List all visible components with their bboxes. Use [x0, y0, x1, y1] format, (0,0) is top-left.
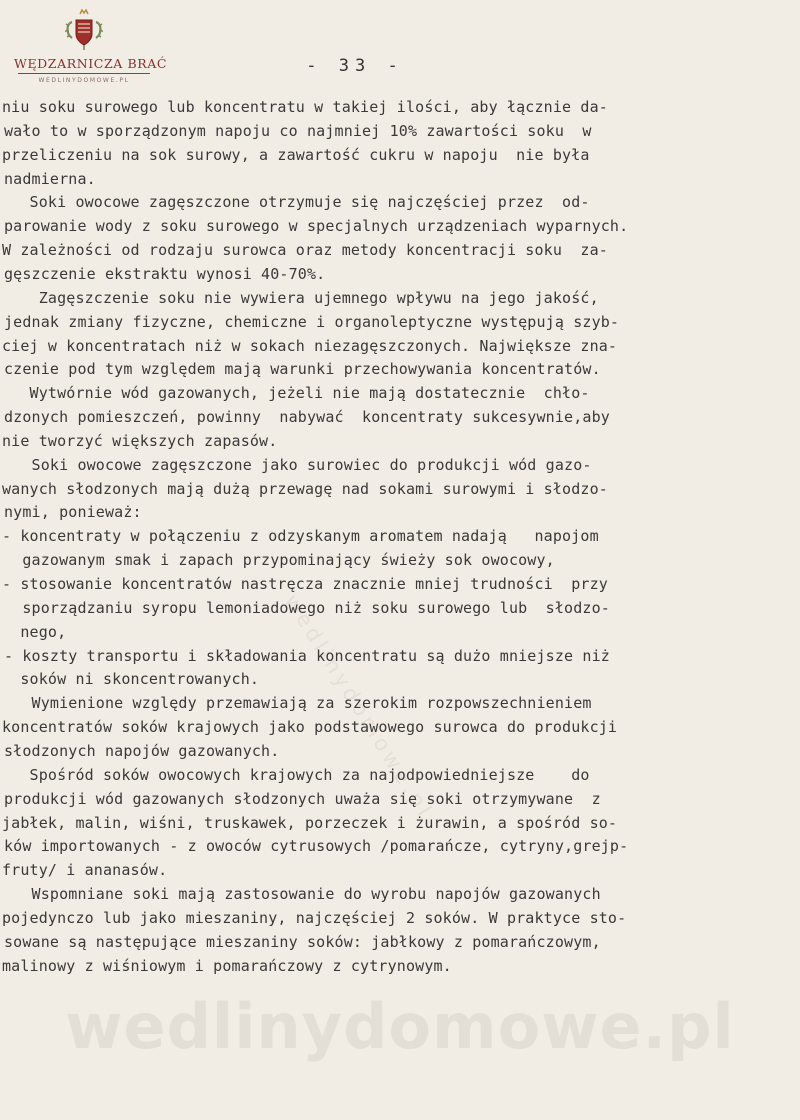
text-line: pojedynczo lub jako mieszaniny, najczęściej 2 soków. W praktyce sto- [2, 908, 627, 927]
text-line: nie tworzyć większych zapasów. [2, 431, 278, 450]
text-line: sowane są następujące mieszaniny soków: jabłkowy z pomarańczowym, [4, 932, 601, 951]
logo-url: WEDLINYDOMOWE.PL [38, 77, 130, 84]
page-number: - 33 - [306, 56, 404, 76]
text-line: jednak zmiany fizyczne, chemiczne i organoleptyczne występują szyb- [4, 312, 620, 331]
text-line: - koncentraty w połączeniu z odzyskanym aromatem nadają napojom [2, 527, 599, 546]
text-line: Soki owocowe zagęszczone otrzymuje się najczęściej przez od- [2, 193, 590, 212]
diagonal-watermark: wedlinydomowe.pl [279, 590, 438, 824]
text-line: Soki owocowe zagęszczone jako surowiec do produkcji wód gazo- [4, 455, 592, 474]
text-line: Spośród soków owocowych krajowych za najodpowiedniejsze do [2, 765, 590, 784]
text-line: dzonych pomieszczeń, powinny nabywać koncentraty sukcesywnie,aby [4, 408, 610, 427]
text-line: produkcji wód gazowanych słodzonych uważa się soki otrzymywane z [4, 789, 601, 808]
text-line: parowanie wody z soku surowego w specjalnych urządzeniach wyparnych. [4, 217, 629, 236]
text-line: Zagęszczenie soku nie wywiera ujemnego wpływu na jego jakość, [2, 288, 599, 307]
text-line: Wspomniane soki mają zastosowanie do wyrobu napojów gazowanych [4, 885, 601, 904]
text-line: W zależności od rodzaju surowca oraz metody koncentracji soku za- [2, 241, 608, 260]
text-line: gazowanym smak i zapach przypominający świeży sok owocowy, [4, 551, 555, 570]
text-line: Wymienione względy przemawiają za szerokim rozpowszechnieniem [4, 694, 592, 713]
text-line: ków importowanych - z owoców cytrusowych /pomarańcze, cytryny,grejp- [4, 837, 629, 856]
site-logo[interactable] [14, 8, 168, 100]
crest-icon [64, 8, 104, 52]
text-line: niu soku surowego lub koncentratu w takiej ilości, aby łącznie da- [2, 98, 608, 116]
text-line: gęszczenie ekstraktu wynosi 40-70%. [4, 264, 326, 283]
text-line: sporządzaniu syropu lemoniadowego niż soku surowego lub słodzo- [4, 598, 610, 617]
text-line: nadmierna. [4, 169, 96, 188]
text-line: wanych słodzonych mają dużą przewagę nad sokami surowymi i słodzo- [2, 479, 608, 498]
text-line: - stosowanie koncentratów nastręcza znacznie mniej trudności przy [2, 575, 608, 593]
text-line: koncentratów soków krajowych jako podstawowego surowca do produkcji [2, 718, 618, 737]
text-line: nego, [2, 622, 67, 641]
text-line: Wytwórnie wód gazowanych, jeżeli nie mają dostatecznie chło- [2, 384, 590, 403]
text-line: - koszty transportu i składowania koncentratu są dużo mniejsze niż [4, 646, 610, 665]
text-line: słodzonych napojów gazowanych. [4, 741, 280, 760]
text-line: malinowy z wiśniowym i pomarańczowy z cytrynowym. [2, 956, 452, 975]
text-line: ciej w koncentratach niż w sokach niezagęszczonych. Największe zna- [2, 336, 618, 355]
text-line: wało to w sporządzonym napoju co najmniej 10% zawartości soku w [4, 121, 592, 140]
text-line: przeliczeniu na sok surowy, a zawartość cukru w napoju nie była [2, 145, 590, 164]
text-line: fruty/ i ananasów. [2, 861, 168, 880]
bottom-watermark: wedlinydomowe.pl [65, 990, 735, 1063]
logo-name: WĘDZARNICZA BRAĆ [14, 56, 168, 71]
text-line: jabłek, malin, wiśni, truskawek, porzeczek i żurawin, a spośród so- [2, 813, 618, 832]
text-line: czenie pod tym względem mają warunki przechowywania koncentratów. [4, 360, 601, 379]
text-line: nymi, ponieważ: [4, 503, 142, 522]
logo-divider [18, 73, 150, 74]
text-line: soków ni skoncentrowanych. [2, 670, 260, 689]
